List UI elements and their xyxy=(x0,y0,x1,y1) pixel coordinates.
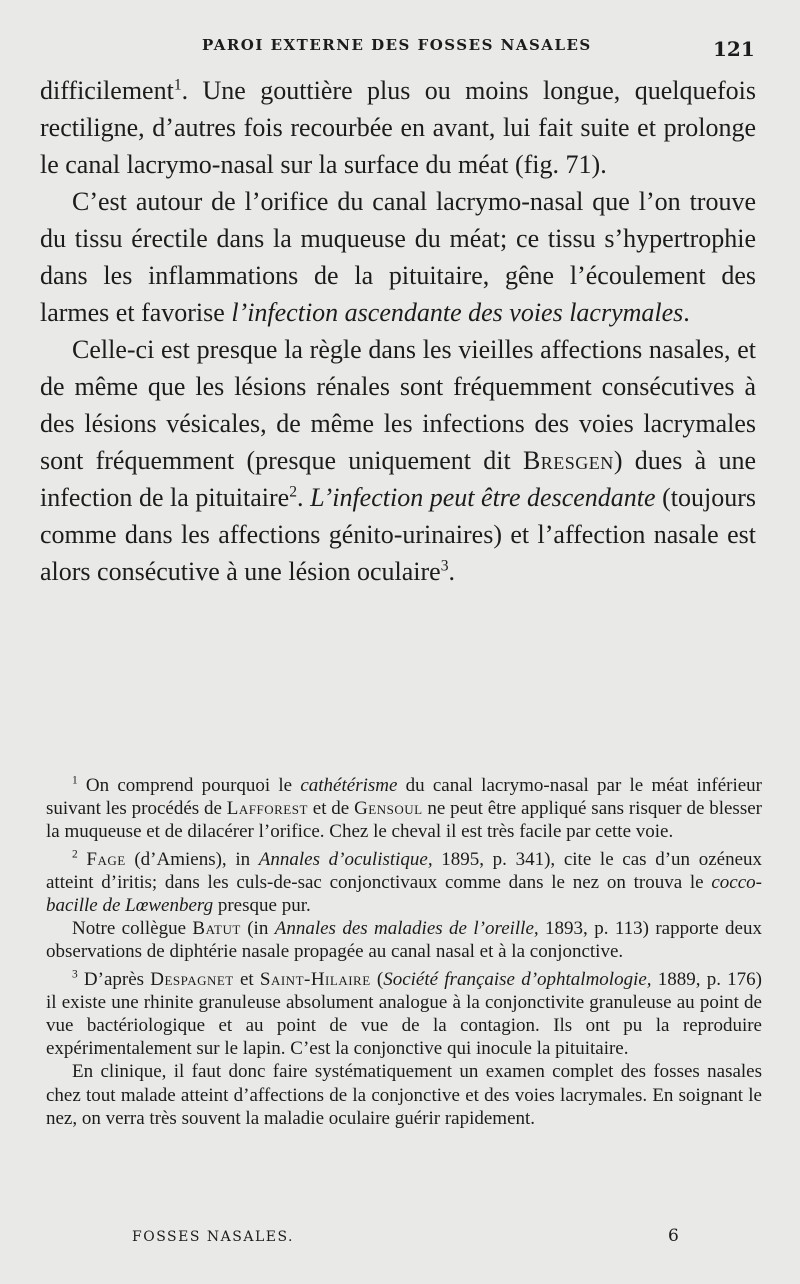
paragraph-3-b: ) dues à une infection de la pituitaire xyxy=(40,446,756,512)
footnote-2-text-a: (d’Amiens), in xyxy=(125,848,259,870)
footnote-3-italic: Société française d’ophtalmologie, xyxy=(383,968,652,990)
paragraph-1 xyxy=(40,72,756,183)
paragraph-2-text: C’est autour de l’orifice du canal lacrymo-nasal que l’on trouve du tissu érectile dans la muqueuse du méat; ce tissu s’hypertrophie dans les inflammations de la pituitaire, gêne l’écoulement des larmes et favorise xyxy=(40,187,756,327)
footnote-3-text-c: ( xyxy=(370,968,384,990)
footnote-1-italic: cathétérisme xyxy=(300,775,398,796)
paragraph-3-e: . xyxy=(448,557,455,586)
footnote-2-text-b: 1895, p. 341), cite le cas d’un ozéneux atteint d’iritis; dans les culs-de-sac conjonctivaux comme dans le nez on trouva le xyxy=(46,848,762,893)
footnote-2 xyxy=(46,848,762,918)
main-text xyxy=(40,72,756,590)
footnote-3-text-d: 1889, p. 176) il existe une rhinite granuleuse absolument analogue à la conjonctivite granuleuse au point de vue bactériologique et au point de vue de la contagion. Ils ont pu la reproduire expérimentalement sur le lapin. C’est la conjonctive qui inocule la pituitaire. xyxy=(46,968,763,1060)
paragraph-3-d: (toujours comme dans les affections génito-urinaires) et l’affection nasale est alors consécutive à une lésion oculaire xyxy=(40,483,756,586)
footnote-ref-2[interactable]: 2 xyxy=(289,483,298,501)
footnote-2b-text-c: 1893, p. 113) rapporte deux observations de diphtérie nasale propagée au canal nasal et à la conjonctive. xyxy=(46,918,762,963)
paragraph-3 xyxy=(40,331,756,590)
footnote-1-text-d: ne peut être appliqué sans risquer de blesser la muqueuse et de dilacérer l’orifice. Chez le cheval il est très facile par cette voie. xyxy=(46,798,762,843)
paragraph-2-italic: l’infection ascendante des voies lacrymales xyxy=(231,298,684,327)
footnotes xyxy=(46,774,762,1130)
footnote-2b-text-b: (in xyxy=(240,918,275,940)
paragraph-3-c: . xyxy=(297,483,311,512)
author-name-despagnet: Despagnet xyxy=(150,968,234,990)
author-name-saint-hilaire: Saint-Hilaire xyxy=(259,968,371,990)
running-head: PAROI EXTERNE DES FOSSES NASALES xyxy=(202,36,592,54)
footnote-1-text-b: du canal lacrymo-nasal par le méat inférieur suivant les procédés de xyxy=(46,775,762,820)
footnote-3-text-a: D’après xyxy=(77,968,151,990)
paragraph-3-a: Celle-ci est presque la règle dans les vieilles affections nasales, et de même que les lésions rénales sont fréquemment consécutives à des lésions vésicales, de même les infections des voies lacrymales sont fréquemment (presque uniquement dit xyxy=(40,335,756,475)
footnote-ref-3[interactable]: 3 xyxy=(440,557,449,575)
paragraph-1-start: difficilement xyxy=(40,76,174,105)
author-name-fage: Fage xyxy=(86,848,126,870)
author-name-bresgen: Bresgen xyxy=(522,446,614,475)
author-name-lafforest: Lafforest xyxy=(226,798,308,820)
footnote-2-continued xyxy=(46,917,762,963)
footnote-1-mark: 1 xyxy=(72,774,78,787)
footnote-3-continued: En clinique, il faut donc faire systématiquement un examen complet des fosses nasales chez tout malade atteint d’affections de la conjonctive et des voies lacrymales. En soignant le nez, on verra très souvent la maladie oculaire guérir rapidement. xyxy=(46,1061,762,1129)
footnote-1 xyxy=(46,774,762,844)
author-name-gensoul: Gensoul xyxy=(354,798,423,820)
footnote-2-text-c: presque pur. xyxy=(213,895,311,917)
footnote-1-text-c: et de xyxy=(307,798,355,820)
footnote-2b-text-a: Notre collègue xyxy=(72,918,193,940)
paragraph-3-italic: L’infection peut être descendante xyxy=(310,483,656,512)
paragraph-1-rest: . Une gouttière plus ou moins longue, quelquefois rectiligne, d’autres fois recourbée en avant, lui fait suite et prolonge le canal lacrymo-nasal sur la surface du méat (fig. 71). xyxy=(40,76,756,179)
footnote-3 xyxy=(46,968,762,1061)
paragraph-2 xyxy=(40,183,756,331)
footnote-1-text-a: On comprend pourquoi le xyxy=(77,775,301,796)
paragraph-2-end: . xyxy=(683,298,690,327)
signature-mark: FOSSES NASALES. xyxy=(132,1229,295,1245)
footnote-ref-1[interactable]: 1 xyxy=(173,76,182,94)
footnote-2b-italic: Annales des maladies de l’oreille, xyxy=(274,918,539,940)
footnote-2-mark: 2 xyxy=(72,848,78,861)
footnote-2-italic-2: cocco-bacille de Lœwenberg xyxy=(46,871,762,917)
sheet-number: 6 xyxy=(668,1226,679,1246)
footnote-3-mark: 3 xyxy=(72,968,78,981)
footnote-2-italic-1: Annales d’oculistique, xyxy=(258,848,433,870)
footnote-3-text-b: et xyxy=(233,968,260,990)
author-name-batut: Batut xyxy=(192,918,241,940)
page-number: 121 xyxy=(713,37,755,61)
